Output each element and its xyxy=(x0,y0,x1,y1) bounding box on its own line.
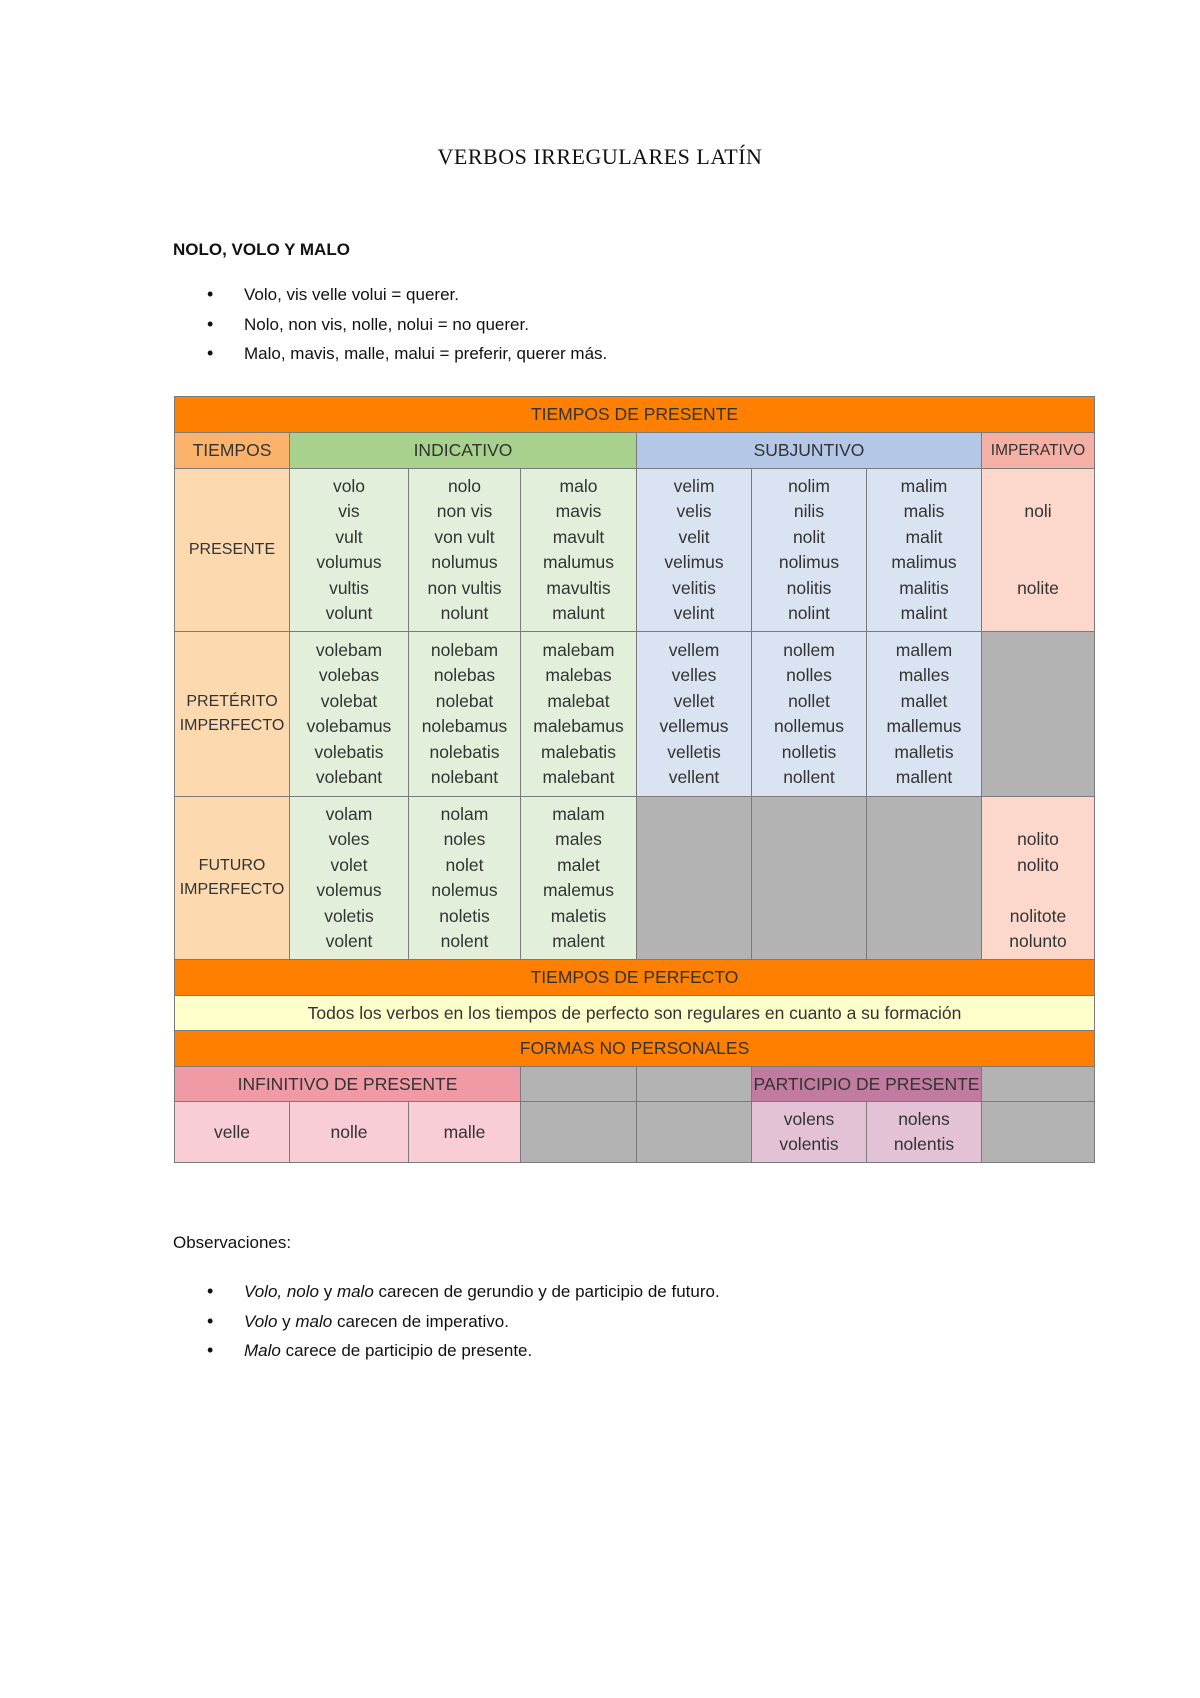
row-label-presente: PRESENTE xyxy=(175,469,290,632)
definitions-list xyxy=(173,280,607,369)
observation-item: • Volo y malo carecen de imperativo. xyxy=(173,1307,720,1337)
nolo-indicative-present: nolo non vis von vult nolumus non vultis nolunt xyxy=(409,469,521,632)
present-tenses-header: TIEMPOS DE PRESENTE xyxy=(175,397,1095,433)
empty-cell xyxy=(637,1067,752,1102)
observations-list xyxy=(173,1277,720,1366)
nolo-indicative-future: nolam noles nolet nolemus noletis nolent xyxy=(409,797,521,960)
empty-cell xyxy=(982,1102,1095,1163)
malo-subjunctive-present: malim malis malit malimus malitis malint xyxy=(867,469,982,632)
perfect-tenses-header: TIEMPOS DE PERFECTO xyxy=(175,960,1095,996)
volo-indicative-present: volo vis vult volumus vultis volunt xyxy=(290,469,409,632)
volo-subjunctive-imperfect: vellem velles vellet vellemus velletis vellent xyxy=(637,632,752,797)
participle-nolo: nolens nolentis xyxy=(867,1102,982,1163)
empty-cell xyxy=(867,797,982,960)
empty-cell xyxy=(637,797,752,960)
observation-item: • Volo, nolo y malo carecen de gerundio y de participio de futuro. xyxy=(173,1277,720,1307)
participle-header: PARTICIPIO DE PRESENTE xyxy=(752,1067,982,1102)
row-label-futuro-imperfecto: FUTURO IMPERFECTO xyxy=(175,797,290,960)
definition-item: • Volo, vis velle volui = querer. xyxy=(173,280,607,310)
malo-indicative-future: malam males malet malemus maletis malent xyxy=(521,797,637,960)
indicativo-column-header: INDICATIVO xyxy=(290,433,637,469)
imperative-future: nolito nolito nolitote nolunto xyxy=(982,797,1095,960)
empty-cell xyxy=(752,797,867,960)
section-heading: NOLO, VOLO Y MALO xyxy=(173,240,350,259)
malo-indicative-imperfect: malebam malebas malebat malebamus malebatis malebant xyxy=(521,632,637,797)
conjugation-table xyxy=(174,396,1095,1163)
empty-cell xyxy=(982,632,1095,797)
nolo-subjunctive-imperfect: nollem nolles nollet nollemus nolletis nollent xyxy=(752,632,867,797)
row-label-preterito-imperfecto: PRETÉRITO IMPERFECTO xyxy=(175,632,290,797)
document-title: VERBOS IRREGULARES LATÍN xyxy=(437,144,763,169)
volo-subjunctive-present: velim velis velit velimus velitis velint xyxy=(637,469,752,632)
malo-indicative-present: malo mavis mavult malumus mavultis malunt xyxy=(521,469,637,632)
perfect-tenses-note: Todos los verbos en los tiempos de perfecto son regulares en cuanto a su formación xyxy=(175,996,1095,1031)
empty-cell xyxy=(521,1102,637,1163)
infinitive-malo: malle xyxy=(409,1102,521,1163)
non-personal-forms-header: FORMAS NO PERSONALES xyxy=(175,1031,1095,1067)
imperative-present: noli nolite xyxy=(982,469,1095,632)
empty-cell xyxy=(637,1102,752,1163)
nolo-indicative-imperfect: nolebam nolebas nolebat nolebamus nolebatis nolebant xyxy=(409,632,521,797)
malo-subjunctive-imperfect: mallem malles mallet mallemus malletis mallent xyxy=(867,632,982,797)
tiempos-column-header: TIEMPOS xyxy=(175,433,290,469)
infinitive-header: INFINITIVO DE PRESENTE xyxy=(175,1067,521,1102)
empty-cell xyxy=(982,1067,1095,1102)
participle-volo: volens volentis xyxy=(752,1102,867,1163)
volo-indicative-imperfect: volebam volebas volebat volebamus volebatis volebant xyxy=(290,632,409,797)
nolo-subjunctive-present: nolim nilis nolit nolimus nolitis nolint xyxy=(752,469,867,632)
volo-indicative-future: volam voles volet volemus voletis volent xyxy=(290,797,409,960)
observations-heading: Observaciones: xyxy=(173,1233,292,1252)
imperativo-column-header: IMPERATIVO xyxy=(982,433,1095,469)
empty-cell xyxy=(521,1067,637,1102)
definition-item: • Malo, mavis, malle, malui = preferir, querer más. xyxy=(173,339,607,369)
subjuntivo-column-header: SUBJUNTIVO xyxy=(637,433,982,469)
observation-item: • Malo carece de participio de presente. xyxy=(173,1336,720,1366)
infinitive-volo: velle xyxy=(175,1102,290,1163)
infinitive-nolo: nolle xyxy=(290,1102,409,1163)
definition-item: • Nolo, non vis, nolle, nolui = no querer. xyxy=(173,310,607,340)
